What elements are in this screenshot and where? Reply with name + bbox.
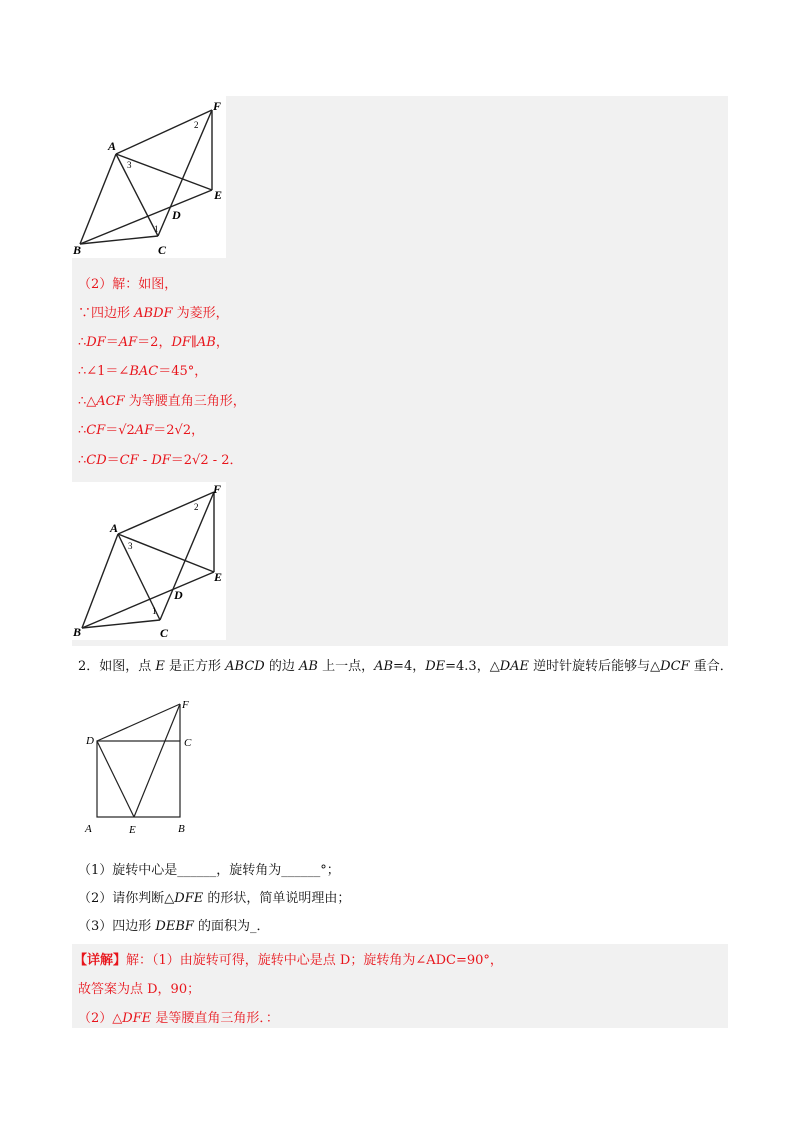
- segment-AC: [116, 154, 158, 236]
- question-2: （2）请你判断△DFE 的形状，简单说明理由；: [78, 891, 351, 906]
- segment-AE: [118, 534, 214, 572]
- problem-2-statement: 2．如图，点 E 是正方形 ABCD 的边 AB 上一点，AB=4，DE=4.3，△DAE 逆时针旋转后能够与△DCF 重合．: [78, 659, 733, 674]
- answer-line-1: 【详解】解：（1）由旋转可得，旋转中心是点 D；旋转角为∠ADC=90°，: [74, 953, 503, 968]
- solution-line-6: ∴CD＝CF - DF＝2√2 - 2．: [78, 453, 243, 468]
- segment-BE: [80, 190, 212, 244]
- segment-AF: [116, 110, 212, 154]
- segment-AB: [80, 154, 116, 244]
- angle-label-1: 1: [154, 224, 159, 234]
- label-A: A: [108, 139, 117, 153]
- answer-tag: 【详解】: [74, 953, 127, 968]
- angle-label-1: 1: [152, 606, 157, 616]
- label-D: D: [86, 735, 94, 747]
- solution-line-4: ∴△ACF 为等腰直角三角形，: [78, 394, 246, 409]
- solution-line-1: ∵四边形 ABDF 为菱形，: [78, 306, 229, 321]
- label-B: B: [73, 625, 82, 639]
- label-A: A: [85, 823, 92, 835]
- segment-BC: [82, 620, 160, 628]
- label-E: E: [214, 188, 223, 202]
- label-D: D: [172, 208, 181, 222]
- label-E: E: [129, 824, 136, 836]
- label-C: C: [184, 737, 192, 749]
- segment-BE: [82, 572, 214, 628]
- angle-label-3: 3: [128, 541, 133, 551]
- label-F: F: [213, 482, 222, 496]
- answer-line-2: 故答案为点 D，90；: [78, 982, 201, 997]
- label-A: A: [110, 521, 119, 535]
- solution-line-3: ∴∠1＝∠BAC＝45°，: [78, 364, 208, 379]
- solution-heading: （2）解：如图，: [78, 277, 178, 292]
- segment-FC: [160, 492, 214, 620]
- label-E: E: [214, 570, 223, 584]
- label-B: B: [178, 823, 185, 835]
- label-D: D: [174, 588, 183, 602]
- label-F: F: [213, 99, 222, 113]
- question-3: （3）四边形 DEBF 的面积为_．: [78, 919, 270, 934]
- label-C: C: [158, 243, 167, 257]
- rhombus-figure-top: [72, 96, 226, 258]
- segment-BC: [80, 236, 158, 244]
- segment-AB: [82, 534, 118, 628]
- segment-DE: [97, 741, 134, 817]
- angle-label-3: 3: [127, 160, 132, 170]
- solution-line-2: ∴DF＝AF＝2，DF∥AB，: [78, 335, 229, 350]
- answer-line-3: （2）△DFE 是等腰直角三角形．：: [78, 1011, 279, 1026]
- question-1: （1）旋转中心是______，旋转角为______°；: [78, 863, 340, 878]
- rhombus-figure-bottom: [72, 482, 226, 640]
- solution-line-5: ∴CF＝√2AF＝2√2，: [78, 423, 205, 438]
- angle-label-2: 2: [194, 502, 199, 512]
- label-F: F: [182, 699, 189, 711]
- label-B: B: [73, 243, 82, 257]
- angle-label-2: 2: [194, 120, 199, 130]
- label-C: C: [160, 626, 169, 640]
- square-figure: [82, 694, 202, 842]
